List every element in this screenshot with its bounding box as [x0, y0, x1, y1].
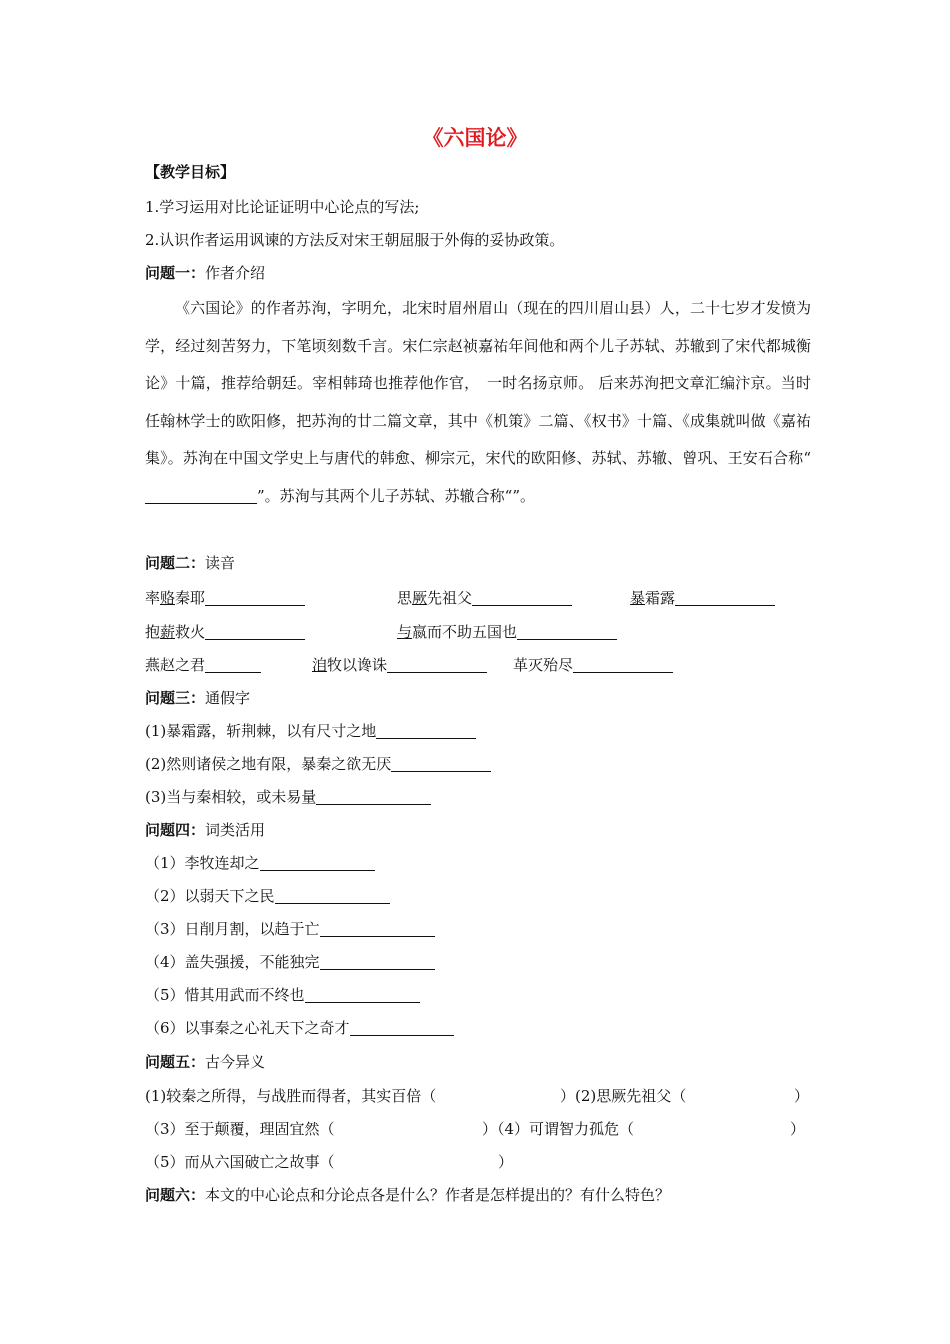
answer-blank[interactable]: [205, 590, 305, 606]
answer-blank[interactable]: [145, 488, 257, 504]
answer-blank[interactable]: [205, 657, 261, 673]
pronunciation-item: [397, 622, 617, 642]
answer-blank[interactable]: [517, 624, 617, 640]
closing-paren: ）: [794, 1087, 810, 1105]
tongjia-item: [145, 787, 431, 807]
pronunciation-item: [145, 655, 261, 675]
answer-blank[interactable]: [320, 921, 435, 937]
question-6-heading: [145, 1185, 670, 1205]
paragraph-text: ”。: [512, 486, 536, 505]
meaning-item-1: (1)较秦之所得，与战胜而得者，其实百倍（: [145, 1087, 437, 1105]
question-4-heading: [145, 820, 265, 840]
document-title: 《六国论》: [422, 125, 528, 150]
word-usage-item: [145, 952, 435, 972]
paragraph-text: ”。苏洵与其两个儿子苏轼、苏辙合称“: [257, 486, 513, 505]
item-text: 革灭殆尽: [513, 656, 574, 674]
marked-char: 洎: [312, 656, 328, 674]
answer-blank[interactable]: [391, 756, 491, 772]
item-text: 秦耶: [175, 589, 206, 607]
item-text: (2)然则诸侯之地有限，暴秦之欲无厌: [145, 755, 392, 773]
marked-char: 暴: [630, 589, 646, 607]
tongjia-item: [145, 754, 491, 774]
answer-blank[interactable]: [316, 789, 431, 805]
answer-blank[interactable]: [350, 1020, 454, 1036]
item-text: （4）盖失强援，不能独完: [145, 953, 320, 971]
meaning-item-4: ）（4）可谓智力孤危（: [482, 1120, 635, 1138]
answer-blank[interactable]: [305, 987, 420, 1003]
pronunciation-item: [397, 588, 572, 608]
question-topic: 通假字: [205, 689, 251, 707]
meaning-item-3: （3）至于颠覆，理固宜然（: [145, 1120, 335, 1138]
pronunciation-item: [145, 622, 305, 642]
question-label: 问题五：: [145, 1053, 206, 1071]
meaning-item-5: （5）而从六国破亡之故事（: [145, 1153, 335, 1171]
paragraph-text: 《六国论》的作者苏洵，字明允，北宋时眉州眉山（现在的四川眉山县）人，二十七岁才发愤为学，经过刻苦努力，下笔顷刻数千言。宋仁宗赵祯嘉祐年间他和两个儿子苏轼、苏辙到了宋代都城衡论》十篇，推荐给朝廷。宰相韩琦也推荐他作官， 一时名扬京师。 后来苏洵把文章汇编汴京。当时任翰林学士的欧阳修，把苏洵的廿二篇文章，其中《机策》二篇、《权书》十篇、《成集就叫做《嘉祐集》。苏洵在中国文学史上与唐代的韩愈、柳宗元，宋代的欧阳修、苏轼、苏辙、曾巩、王安石合称“: [145, 299, 811, 467]
marked-char: 与: [397, 623, 413, 641]
question-topic: 词类活用: [205, 821, 266, 839]
question-label: 问题一：: [145, 264, 206, 282]
closing-paren: ）: [498, 1153, 514, 1171]
answer-blank[interactable]: [320, 954, 435, 970]
question-3-heading: [145, 688, 250, 708]
item-text: 率: [145, 589, 161, 607]
item-text: 救火: [175, 623, 206, 641]
marked-char: 厥: [412, 589, 428, 607]
pronunciation-item: [630, 588, 775, 608]
question-topic: 本文的中心论点和分论点各是什么？作者是怎样提出的？有什么特色？: [205, 1186, 671, 1204]
answer-blank[interactable]: [260, 855, 375, 871]
answer-blank[interactable]: [675, 590, 775, 606]
item-text: 燕赵之君: [145, 656, 206, 674]
author-intro-paragraph: [145, 290, 811, 515]
word-usage-item: [145, 1018, 454, 1038]
item-text: 霜露: [645, 589, 676, 607]
meaning-item-2: ）(2)思厥先祖父（: [560, 1087, 687, 1105]
question-label: 问题二：: [145, 554, 206, 572]
question-topic: 古今异义: [205, 1053, 266, 1071]
answer-blank[interactable]: [376, 723, 476, 739]
item-text: （1）李牧连却之: [145, 854, 260, 872]
word-usage-item: [145, 985, 420, 1005]
question-label: 问题六：: [145, 1186, 206, 1204]
tongjia-item: [145, 721, 476, 741]
question-label: 问题三：: [145, 689, 206, 707]
question-2-heading: [145, 553, 235, 573]
objectives-heading: 【教学目标】: [145, 163, 236, 181]
item-text: 牧以谗诛: [327, 656, 388, 674]
pronunciation-item: [312, 655, 487, 675]
item-text: 抱: [145, 623, 161, 641]
question-5-heading: [145, 1052, 265, 1072]
question-topic: 读音: [205, 554, 236, 572]
item-text: （3）日削月割，以趋于亡: [145, 920, 320, 938]
word-usage-item: [145, 853, 375, 873]
answer-blank[interactable]: [275, 888, 390, 904]
item-text: 先祖父: [427, 589, 473, 607]
item-text: （6）以事秦之心礼天下之奇才: [145, 1019, 350, 1037]
item-text: (1)暴霜露，斩荆棘，以有尺寸之地: [145, 722, 377, 740]
marked-char: 赂: [160, 589, 176, 607]
objective-item-2: 2.认识作者运用讽谏的方法反对宋王朝屈服于外侮的妥协政策。: [145, 231, 565, 249]
answer-blank[interactable]: [573, 657, 673, 673]
item-text: (3)当与秦相较，或未易量: [145, 788, 317, 806]
objective-item-1: 1.学习运用对比论证证明中心论点的写法;: [145, 198, 420, 216]
item-text: （2）以弱天下之民: [145, 887, 275, 905]
word-usage-item: [145, 886, 390, 906]
question-label: 问题四：: [145, 821, 206, 839]
pronunciation-item: [145, 588, 305, 608]
word-usage-item: [145, 919, 435, 939]
answer-blank[interactable]: [387, 657, 487, 673]
question-1-heading: [145, 263, 265, 283]
pronunciation-item: [513, 655, 673, 675]
closing-paren: ）: [790, 1120, 806, 1138]
question-topic: 作者介绍: [205, 264, 266, 282]
item-text: （5）惜其用武而不终也: [145, 986, 305, 1004]
answer-blank[interactable]: [205, 624, 305, 640]
item-text: 嬴而不助五国也: [412, 623, 518, 641]
marked-char: 薪: [160, 623, 176, 641]
item-text: 思: [397, 589, 413, 607]
answer-blank[interactable]: [472, 590, 572, 606]
